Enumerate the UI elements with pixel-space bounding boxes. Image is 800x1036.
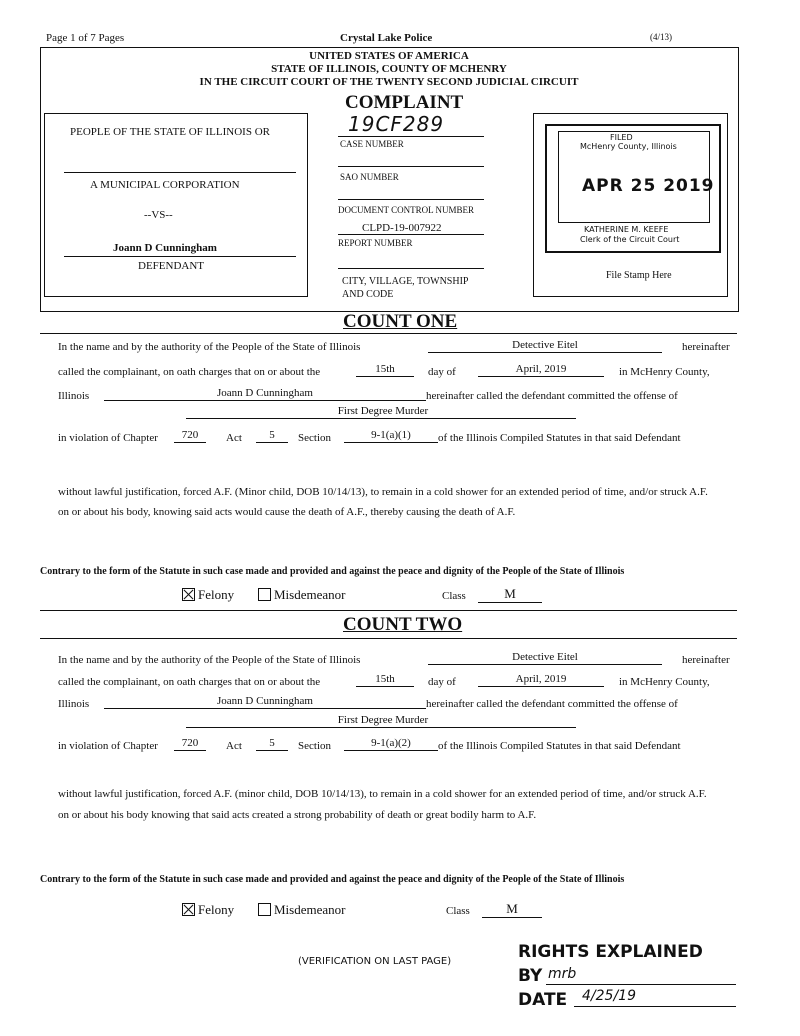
header-line-2: STATE OF ILLINOIS, COUNTY OF MCHENRY — [271, 63, 507, 75]
count-one-heading: COUNT ONE — [343, 311, 458, 332]
text: Misdemeanor — [274, 587, 346, 602]
text: hereinafter called the defendant committed the offense of — [426, 390, 678, 402]
stamp-date: APR 25 2019 — [582, 176, 715, 196]
count-one-complainant: Detective Eitel — [512, 339, 578, 351]
text: Illinois — [58, 390, 90, 402]
text: called the complainant, on oath charges that on or about the — [58, 676, 321, 688]
city-code-label-2: AND CODE — [342, 289, 394, 300]
count-one-intro: In the name and by the authority of the People of the State of Illinois — [58, 341, 361, 353]
count-two-complainant: Detective Eitel — [512, 651, 578, 663]
stamp-filed: FILED — [610, 133, 633, 142]
text: Section — [298, 740, 331, 752]
stamp-clerk: KATHERINE M. KEEFE — [584, 225, 669, 234]
text: Act — [226, 432, 242, 444]
document-control-label: DOCUMENT CONTROL NUMBER — [338, 205, 475, 215]
file-stamp-caption: File Stamp Here — [606, 270, 672, 281]
people-label: PEOPLE OF THE STATE OF ILLINOIS OR — [70, 126, 270, 138]
count-two-misdemeanor — [258, 902, 345, 918]
count-two-section: 9-1(a)(2) — [371, 737, 411, 749]
versus-label: --VS-- — [144, 209, 173, 221]
text: Section — [298, 432, 331, 444]
count-one-defendant: Joann D Cunningham — [217, 387, 313, 399]
city-code-label-1: CITY, VILLAGE, TOWNSHIP — [342, 276, 469, 287]
count-two-day: 15th — [375, 673, 395, 685]
count-two-narrative: without lawful justification, forced A.F. (minor child, DOB 10/14/13), to remain in a cold shower for an extended period of time, and/or struck A.F. on or about his body knowing that said acts created a strong probability of death or great bodily harm to A.F. — [58, 788, 707, 821]
report-number: CLPD-19-007922 — [362, 222, 442, 234]
date-label: DATE — [518, 990, 568, 1010]
text: hereinafter — [682, 341, 730, 353]
text: Felony — [198, 902, 235, 917]
text: of the Illinois Compiled Statutes in that said Defendant — [438, 740, 681, 752]
sao-number-label: SAO NUMBER — [340, 172, 399, 182]
count-one-chapter: 720 — [181, 429, 199, 441]
case-number-label: CASE NUMBER — [340, 139, 404, 149]
count-one-date: April, 2019 — [515, 363, 567, 375]
source-agency: Crystal Lake Police — [340, 32, 433, 44]
felony-checkbox-checked — [182, 903, 195, 916]
count-one-contrary: Contrary to the form of the Statute in such case made and provided and against the peace and dignity of the People of the State of Illinois — [40, 566, 625, 577]
count-two-heading: COUNT TWO — [343, 614, 463, 635]
header-line-3: IN THE CIRCUIT COURT OF THE TWENTY SECOND JUDICIAL CIRCUIT — [199, 76, 579, 88]
count-two-contrary: Contrary to the form of the Statute in such case made and provided and against the peace and dignity of the People of the State of Illinois — [40, 874, 625, 885]
text: day of — [428, 366, 456, 378]
count-one-felony — [182, 587, 234, 603]
felony-checkbox-checked — [182, 588, 195, 601]
text: Illinois — [58, 698, 90, 710]
municipal-label: A MUNICIPAL CORPORATION — [90, 179, 240, 191]
case-number: 19CF289 — [348, 112, 445, 136]
text: in McHenry County, — [619, 676, 710, 688]
count-one-section: 9-1(a)(1) — [371, 429, 411, 441]
count-two-defendant: Joann D Cunningham — [217, 695, 313, 707]
text: hereinafter — [682, 654, 730, 666]
rights-explained: RIGHTS EXPLAINED — [518, 942, 703, 962]
complaint-title: COMPLAINT — [345, 92, 464, 113]
date-signed: 4/25/19 — [582, 988, 636, 1004]
text: day of — [428, 676, 456, 688]
count-two-intro: In the name and by the authority of the People of the State of Illinois — [58, 654, 361, 666]
defendant-name: Joann D Cunningham — [113, 242, 217, 254]
count-two-act: 5 — [269, 737, 275, 749]
defendant-label: DEFENDANT — [138, 260, 204, 272]
count-one-class: M — [504, 586, 516, 601]
stamp-clerk-title: Clerk of the Circuit Court — [580, 235, 680, 244]
text: in McHenry County, — [619, 366, 710, 378]
count-two-offense: First Degree Murder — [337, 714, 429, 726]
text: Act — [226, 740, 242, 752]
misdemeanor-checkbox — [258, 903, 271, 916]
report-number-label: REPORT NUMBER — [338, 238, 413, 248]
count-one-act: 5 — [269, 429, 275, 441]
count-one-day: 15th — [375, 363, 395, 375]
form-code: (4/13) — [650, 32, 672, 42]
by-label: BY — [518, 966, 543, 986]
count-two-date: April, 2019 — [515, 673, 567, 685]
count-one-narrative: without lawful justification, forced A.F. (Minor child, DOB 10/14/13), to remain in a cold shower for an extended period of time, and/or struck A.F. on or about his body, knowing said acts would cause the death of A.F., thereby causing the death of A.F. — [58, 486, 708, 518]
by-initials: mrb — [548, 966, 577, 982]
text: of the Illinois Compiled Statutes in that said Defendant — [438, 432, 681, 444]
verification-note: (VERIFICATION ON LAST PAGE) — [298, 956, 452, 967]
count-one-misdemeanor — [258, 587, 345, 603]
text: Class — [442, 590, 466, 602]
count-two-felony — [182, 902, 234, 918]
text: Misdemeanor — [274, 902, 346, 917]
page-count: Page 1 of 7 Pages — [46, 32, 125, 44]
text: Felony — [198, 587, 235, 602]
count-two-class: M — [506, 901, 518, 916]
text: Class — [446, 905, 470, 917]
text: in violation of Chapter — [58, 432, 158, 444]
count-two-chapter: 720 — [181, 737, 199, 749]
stamp-county: McHenry County, Illinois — [580, 142, 677, 151]
misdemeanor-checkbox — [258, 588, 271, 601]
count-one-offense: First Degree Murder — [337, 405, 429, 417]
text: in violation of Chapter — [58, 740, 158, 752]
header-line-1: UNITED STATES OF AMERICA — [309, 50, 469, 62]
text: hereinafter called the defendant committed the offense of — [426, 698, 678, 710]
text: called the complainant, on oath charges that on or about the — [58, 366, 321, 378]
